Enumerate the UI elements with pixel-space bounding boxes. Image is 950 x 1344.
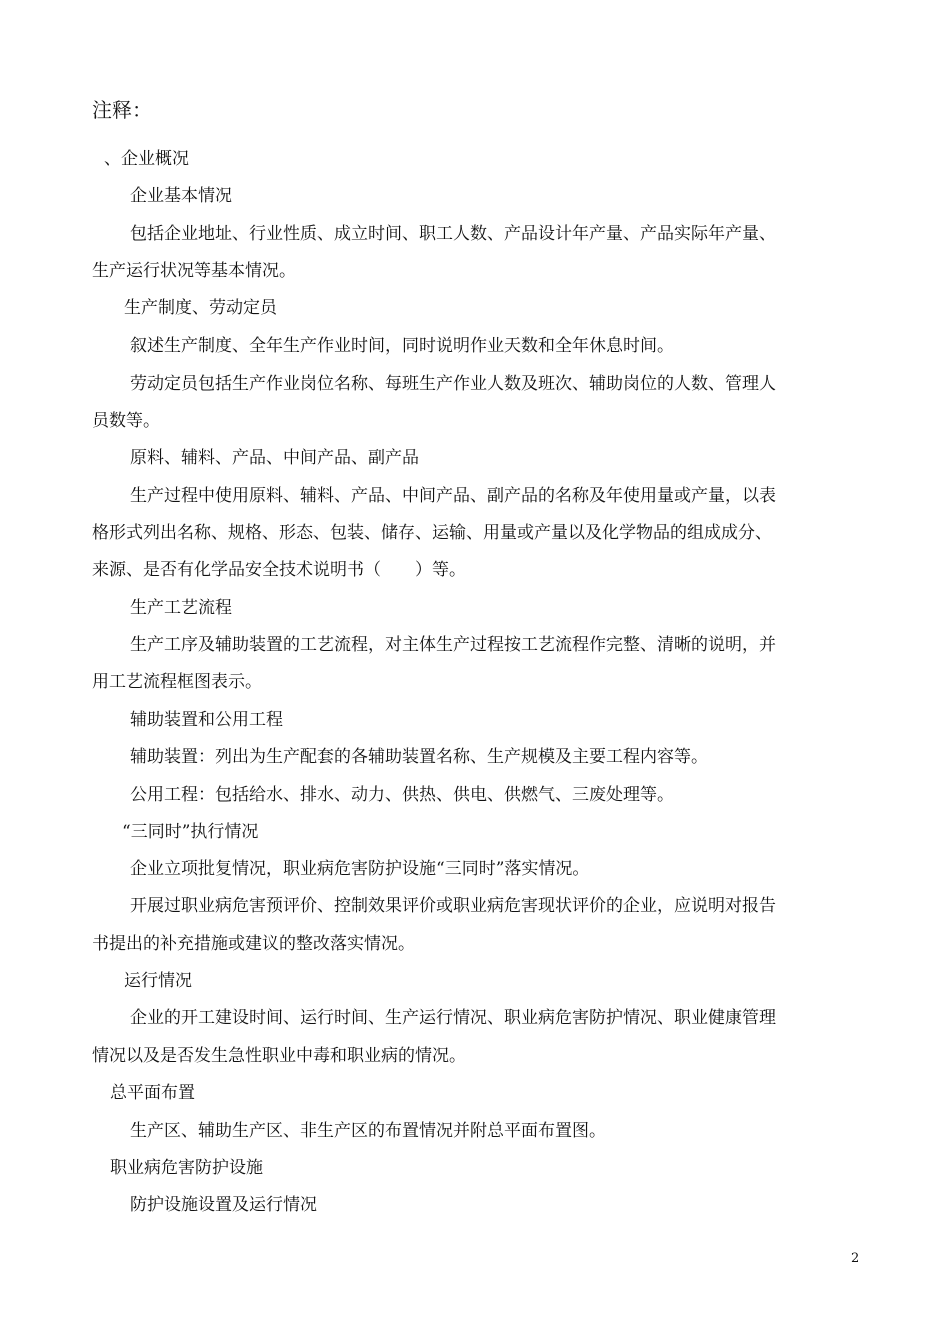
paragraph-line: 包括企业地址、行业性质、成立时间、职工人数、产品设计年产量、产品实际年产量、 bbox=[130, 224, 776, 244]
paragraph-line: 格形式列出名称、规格、形态、包装、储存、运输、用量或产量以及化学物品的组成成分、 bbox=[92, 523, 772, 543]
paragraph-line: 用工艺流程框图表示。 bbox=[92, 672, 262, 692]
subheading-process-flow: 生产工艺流程 bbox=[130, 598, 232, 618]
subheading-basic-info: 企业基本情况 bbox=[130, 186, 232, 206]
subheading-site-layout: 总平面布置 bbox=[110, 1083, 195, 1103]
section-heading-enterprise-overview: 、企业概况 bbox=[104, 149, 189, 169]
paragraph-line: 来源、是否有化学品安全技术说明书（ ）等。 bbox=[92, 560, 466, 580]
paragraph-line: 书提出的补充措施或建议的整改落实情况。 bbox=[92, 934, 415, 954]
subheading-materials: 原料、辅料、产品、中间产品、副产品 bbox=[130, 448, 419, 468]
page-number: 2 bbox=[851, 1251, 860, 1266]
paragraph-line: 公用工程：包括给水、排水、动力、供热、供电、供燃气、三废处理等。 bbox=[130, 785, 674, 805]
paragraph-line: 劳动定员包括生产作业岗位名称、每班生产作业人数及班次、辅助岗位的人数、管理人 bbox=[130, 374, 776, 394]
paragraph-line: 情况以及是否发生急性职业中毒和职业病的情况。 bbox=[92, 1046, 466, 1066]
subheading-protection-facilities: 职业病危害防护设施 bbox=[110, 1158, 263, 1178]
paragraph-line: 生产运行状况等基本情况。 bbox=[92, 261, 296, 281]
subheading-facility-operation: 防护设施设置及运行情况 bbox=[130, 1195, 317, 1215]
paragraph-line: 生产区、辅助生产区、非生产区的布置情况并附总平面布置图。 bbox=[130, 1121, 606, 1141]
paragraph-line: 生产工序及辅助装置的工艺流程，对主体生产过程按工艺流程作完整、清晰的说明，并 bbox=[130, 635, 776, 655]
paragraph-line: 企业的开工建设时间、运行时间、生产运行情况、职业病危害防护情况、职业健康管理 bbox=[130, 1008, 776, 1028]
subheading-operation: 运行情况 bbox=[124, 971, 192, 991]
paragraph-line: 叙述生产制度、全年生产作业时间，同时说明作业天数和全年休息时间。 bbox=[130, 336, 674, 356]
paragraph-line: 企业立项批复情况，职业病危害防护设施“三同时”落实情况。 bbox=[130, 859, 590, 879]
subheading-auxiliary-utilities: 辅助装置和公用工程 bbox=[130, 710, 283, 730]
paragraph-line: 开展过职业病危害预评价、控制效果评价或职业病危害现状评价的企业，应说明对报告 bbox=[130, 896, 776, 916]
paragraph-line: 辅助装置：列出为生产配套的各辅助装置名称、生产规模及主要工程内容等。 bbox=[130, 747, 708, 767]
paragraph-line: 员数等。 bbox=[92, 411, 160, 431]
paragraph-line: 生产过程中使用原料、辅料、产品、中间产品、副产品的名称及年使用量或产量，以表 bbox=[130, 486, 776, 506]
subheading-three-simultaneous: “三同时”执行情况 bbox=[122, 822, 259, 842]
page-title: 注释： bbox=[92, 98, 152, 122]
subheading-production-system: 生产制度、劳动定员 bbox=[124, 298, 277, 318]
